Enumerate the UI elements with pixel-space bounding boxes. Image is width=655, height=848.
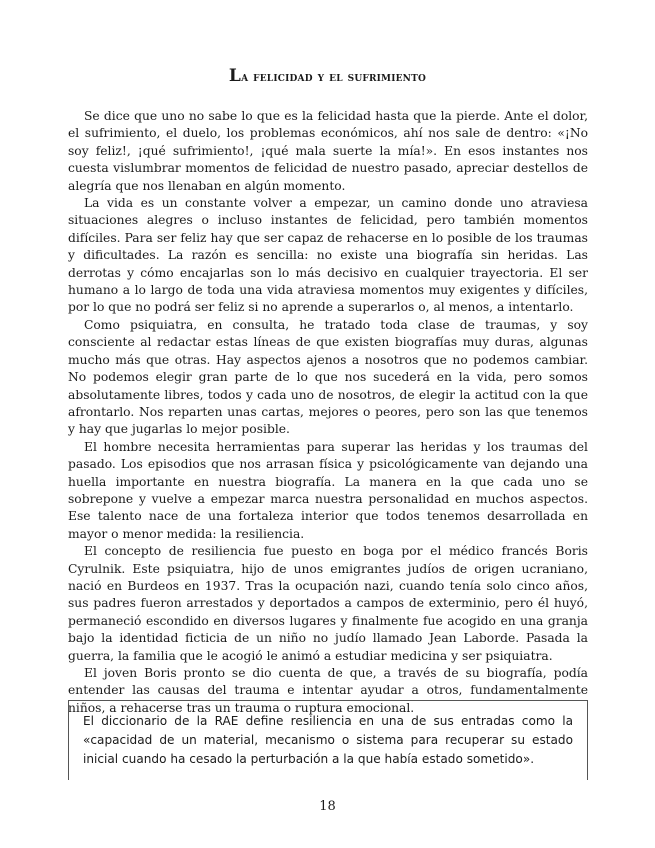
definition-callout-text: El diccionario de la RAE define resiliencia en una de sus entradas como la «capacidad de un material, mecanismo o sistema para recuperar su estado inicial cuando ha cesado la perturbación a la que había estado sometido». xyxy=(83,714,573,766)
paragraph: Se dice que uno no sabe lo que es la felicidad hasta que la pierde. Ante el dolor, el sufrimiento, el duelo, los problemas económicos, ahí nos sale de dentro: «¡No soy feliz!, ¡qué sufrimiento!, ¡qué mala suerte la mía!». En esos instantes nos cuesta vislumbrar momentos de felicidad de nuestro pasado, apreciar destellos de alegría que nos llenaban en algún momento. xyxy=(68,109,588,193)
chapter-title xyxy=(0,66,655,86)
chapter-title-rest: a felicidad y el sufrimiento xyxy=(241,69,427,85)
paragraph: La vida es un constante volver a empezar, un camino donde uno atraviesa situaciones alegres o incluso instantes de felicidad, pero también momentos difíciles. Para ser feliz hay que ser capaz de rehacerse en lo posible de los traumas y dificultades. La razón es sencilla: no existe una biografía sin heridas. Las derrotas y cómo encajarlas son lo más decisivo en cualquier trayectoria. El ser humano a lo largo de toda una vida atraviesa momentos muy exigentes y difíciles, por lo que no podrá ser feliz si no aprende a superarlos o, al menos, a intentarlo. xyxy=(68,196,588,315)
body-text xyxy=(68,108,588,717)
paragraph: El hombre necesita herramientas para superar las heridas y los traumas del pasado. Los episodios que nos arrasan física y psicológicamente van dejando una huella importante en nuestra biografía. La manera en la que cada uno se sobrepone y vuelve a empezar marca nuestra personalidad en muchos aspectos. Ese talento nace de una fortaleza interior que todos tenemos desarrollada en mayor o menor medida: la resiliencia. xyxy=(68,439,588,541)
paragraph: El joven Boris pronto se dio cuenta de que, a través de su biografía, podía entender las causas del trauma e intentar ayudar a otros, fundamentalmente niños, a rehacerse tras un trauma o ruptura emocional. xyxy=(68,666,588,715)
definition-callout-box xyxy=(68,700,588,780)
page-number: 18 xyxy=(319,799,336,814)
paragraph: Como psiquiatra, en consulta, he tratado toda clase de traumas, y soy consciente al redactar estas líneas de que existen biografías muy duras, algunas mucho más que otras. Hay aspectos ajenos a nosotros que no podemos cambiar. No podemos elegir gran parte de lo que nos sucederá en la vida, pero somos absolutamente libres, todos y cada uno de nosotros, de elegir la actitud con la que afrontarlo. Nos reparten unas cartas, mejores o peores, pero son las que tenemos y hay que jugarlas lo mejor posible. xyxy=(68,317,588,437)
paragraph: El concepto de resiliencia fue puesto en boga por el médico francés Boris Cyrulnik. Este psiquiatra, hijo de unos emigrantes judíos de origen ucraniano, nació en Burdeos en 1937. Tras la ocupación nazi, cuando tenía solo cinco años, sus padres fueron arrestados y deportados a campos de exterminio, pero él huyó, permaneció escondido en diversos lugares y finalmente fue acogido en una granja bajo la identidad ficticia de un niño no judío llamado Jean Laborde. Pasada la guerra, la familia que le acogió le animó a estudiar medicina y ser psiquiatra. xyxy=(68,544,588,663)
chapter-title-initial: L xyxy=(228,66,242,86)
